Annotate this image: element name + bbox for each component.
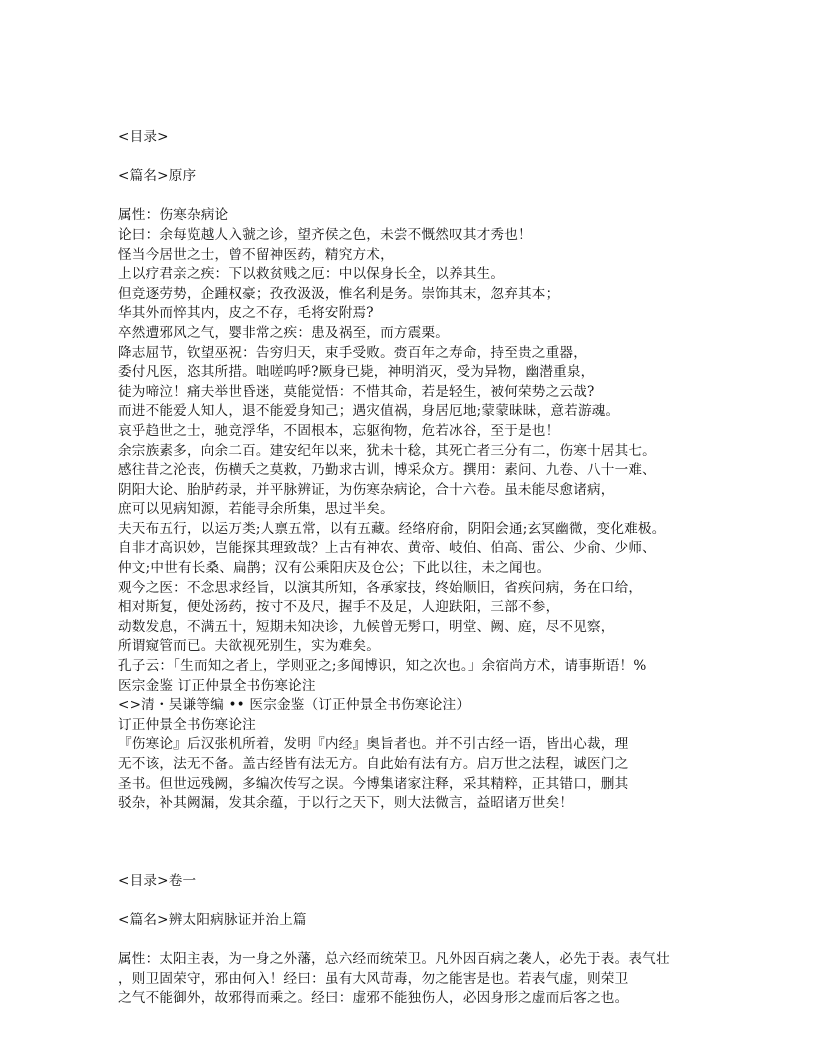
text-line: 阴阳大论、胎胪药录，并平脉辨证，为伤寒杂病论，合十六卷。虽未能尽愈诸病， xyxy=(118,481,615,498)
source-attribution: <>清・吴谦等编 •• 医宗金鉴（订正仲景全书伤寒论注） xyxy=(118,697,471,714)
toc-heading: <目录> xyxy=(118,129,169,145)
text-line: 仲文;中世有长桑、扁鹊；汉有公乘阳庆及仓公；下此以往，未之闻也。 xyxy=(118,560,551,577)
text-line: 相对斯复，便处汤药，按寸不及尺，握手不及足，人迎趺阳，三部不参， xyxy=(118,599,560,616)
source-subtitle: 订正仲景全书伤寒论注 xyxy=(118,716,256,733)
text-line: 观今之医：不念思求经旨，以演其所知，各承家技，终始顺旧，省疾问病，务在口给， xyxy=(118,579,643,596)
text-line: 庶可以见病知源，若能寻余所集，思过半矣。 xyxy=(118,501,394,518)
text-line: 属性：太阳主表，为一身之外藩，总六经而统荣卫。凡外因百病之袭人，必先于表。表气壮 xyxy=(118,951,670,968)
text-line: 驳杂，补其阙漏，发其余蕴，于以行之天下，则大法微言，益昭诸万世矣！ xyxy=(118,795,574,812)
chapter-body xyxy=(118,950,718,1009)
text-line: 自非才高识妙，岂能探其理致哉？上古有神农、黄帝、岐伯、伯高、雷公、少俞、少师、 xyxy=(118,540,656,557)
text-line: 孔子云：「生而知之者上，学则亚之;多闻博识，知之次也。」余宿尚方术，请事斯语！% xyxy=(118,658,647,675)
chapter-body xyxy=(118,206,718,813)
text-line: 余宗族素多，向余二百。建安纪年以来，犹未十稔，其死亡者三分有二，伤寒十居其七。 xyxy=(118,442,656,459)
text-line: 徒为啼泣！痛夫举世昏迷，莫能觉悟：不惜其命，若是轻生，被何荣势之云哉? xyxy=(118,383,595,400)
source-title: 医宗金鉴 订正仲景全书伤寒论注 xyxy=(118,677,316,694)
toc-heading: <目录>卷一 xyxy=(118,872,197,889)
text-line: 感往昔之沦丧，伤横夭之莫救，乃勤求古训，博采众方。撰用：素问、九卷、八十一难、 xyxy=(118,462,656,479)
text-line: 夫天布五行，以运万类;人禀五常，以有五藏。经络府俞，阴阳会通;玄冥幽微，变化难极。 xyxy=(118,520,666,537)
text-line: 论曰：余每览越人入虢之诊，望齐侯之色，未尝不慨然叹其才秀也！ xyxy=(118,226,532,243)
text-line: ，则卫固荣守，邪由何入！经曰：虽有大风苛毒，勿之能害是也。若表气虚，则荣卫 xyxy=(118,970,629,987)
text-line: 降志屈节，钦望巫祝：告穷归天，束手受败。赍百年之寿命，持至贵之重器， xyxy=(118,344,587,361)
text-line: 『伤寒论』后汉张机所着，发明『内经』奥旨者也。并不引古经一语，皆出心裁，理 xyxy=(118,736,629,753)
text-line: 哀乎趋世之士，驰竞浮华，不固根本，忘躯徇物，危若冰谷，至于是也！ xyxy=(118,422,560,439)
text-line: 之气不能御外，故邪得而乘之。经曰：虚邪不能独伤人，必因身形之虚而后客之也。 xyxy=(118,990,629,1007)
text-line: 华其外而悴其内，皮之不存，毛将安附焉? xyxy=(118,305,374,322)
chapter-title: <篇名>原序 xyxy=(118,168,197,185)
text-line: 怪当今居世之士，曾不留神医药，精究方术， xyxy=(118,246,394,263)
text-line: 但竞逐劳势，企踵权豪；孜孜汲汲，惟名利是务。崇饰其末，忽弃其本； xyxy=(118,285,560,302)
text-line: 而进不能爱人知人，退不能爱身知己；遇灾值祸，身居厄地;蒙蒙昧昧，意若游魂。 xyxy=(118,403,620,420)
text-line: 无不该，法无不备。盖古经皆有法无方。自此始有法有方。启万世之法程，诚医门之 xyxy=(118,756,629,772)
document-page xyxy=(118,128,718,1009)
text-line: 所谓窥管而已。夫欲视死别生，实为难矣。 xyxy=(118,638,381,655)
text-line: 属性：伤寒杂病论 xyxy=(118,207,229,224)
text-line: 圣书。但世远残阙，多编次传写之误。今博集诸家注释，采其精粹，正其错口，删其 xyxy=(118,775,629,792)
text-line: 卒然遭邪风之气，婴非常之疾：患及祸至，而方震栗。 xyxy=(118,324,450,341)
text-line: 上以疗君亲之疾：下以救贫贱之厄：中以保身长全，以养其生。 xyxy=(118,266,505,283)
chapter-title: <篇名>辨太阳病脉证并治上篇 xyxy=(118,911,307,928)
text-line: 委付凡医，恣其所措。咄嗟呜呼?厥身已毙，神明消灭，受为异物，幽潜重泉， xyxy=(118,364,595,381)
text-line: 动数发息，不满五十，短期未知决诊，九候曾无髣口，明堂、阙、庭，尽不见察， xyxy=(118,618,615,635)
